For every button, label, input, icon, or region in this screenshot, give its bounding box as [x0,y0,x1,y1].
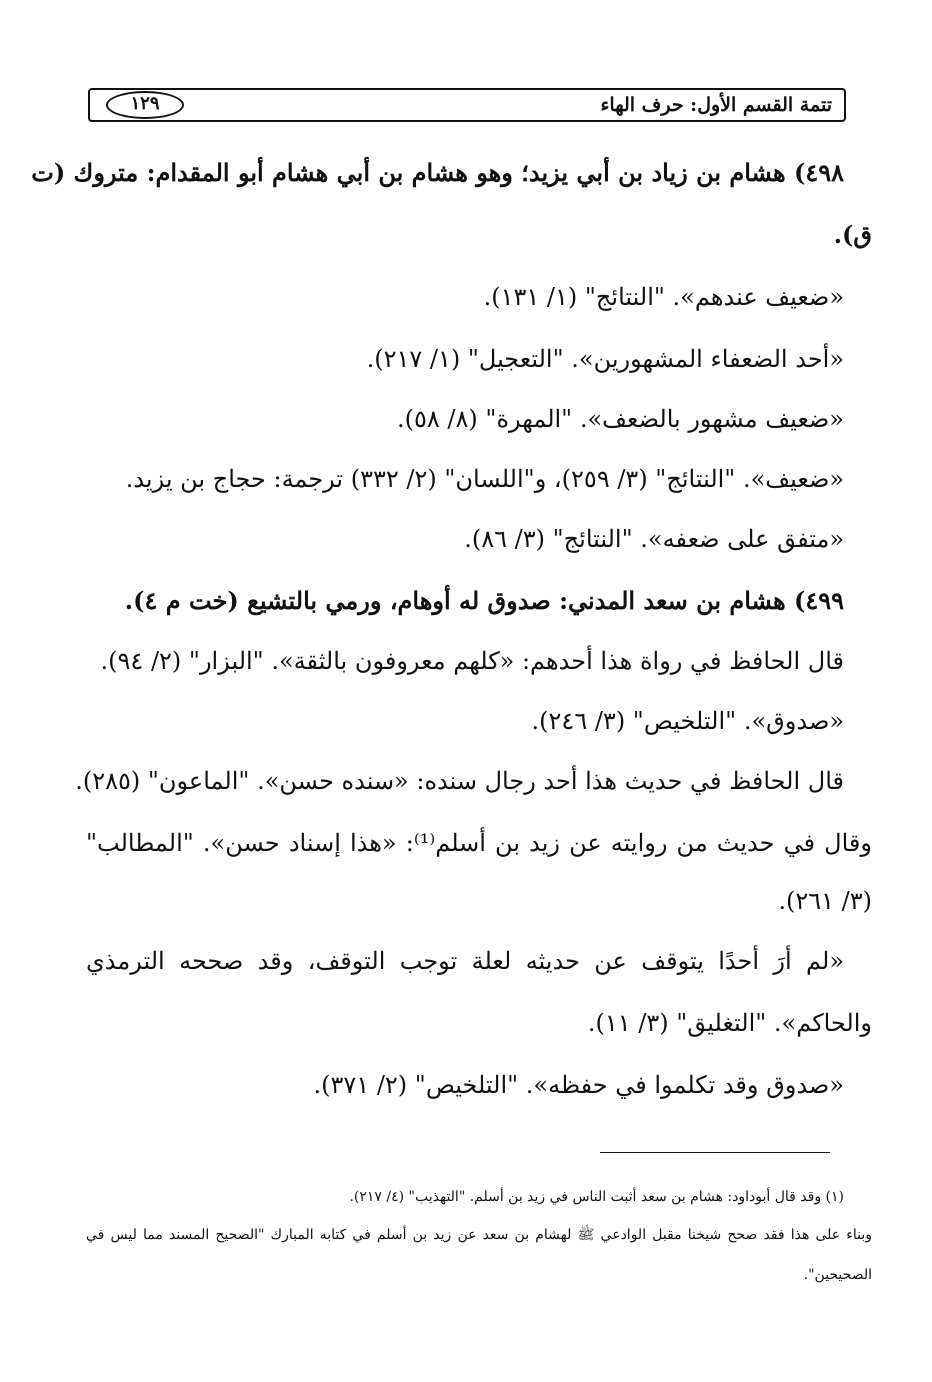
page-number: ١٢٩ [106,91,184,119]
footnote-separator [600,1152,830,1153]
quote-line: «لم أرَ أحدًا يتوقف عن حديثه لعلة توجب التوقف، وقد صححه الترمذي [86,947,844,975]
quote-line: «ضعيف مشهور بالضعف». "المهرة" (٨/ ٥٨). [397,405,844,433]
quote-line: «أحد الضعفاء المشهورين». "التعجيل" (١/ ٢١٧). [366,345,844,373]
footnote-1: (١) وقد قال أبوداود: هشام بن سعد أثبت الناس في زيد بن أسلم. "التهذيب" (٤/ ٢١٧). [349,1189,844,1205]
entry-498-line-2: ق). [833,220,872,249]
quote-line: قال الحافظ في حديث هذا أحد رجال سنده: «سنده حسن». "الماعون" (٢٨٥). [75,767,844,795]
quote-line: «ضعيف». "النتائج" (٣/ ٢٥٩)، و"اللسان" (٢/ ٣٣٢) ترجمة: حجاج بن يزيد. [125,465,844,493]
quote-line: (٣/ ٢٦١). [778,887,872,915]
quote-line: وقال في حديث من روايته عن زيد بن أسلم⁽¹⁾: «هذا إسناد حسن». "المطالب" [86,829,872,857]
header-title: تتمة القسم الأول: حرف الهاء [600,94,832,116]
quote-line: قال الحافظ في رواة هذا أحدهم: «كلهم معروفون بالثقة». "البزار" (٢/ ٩٤). [100,647,844,675]
quote-line: «صدوق». "التلخيص" (٣/ ٢٤٦). [531,707,844,735]
footnote-1-continuation: الصحيحين". [803,1267,872,1283]
quote-line: والحاكم». "التغليق" (٣/ ١١). [587,1009,872,1037]
running-header [88,88,846,122]
entry-498-line-1: ٤٩٨) هشام بن زياد بن أبي يزيد؛ وهو هشام بن أبي هشام أبو المقدام: متروك (ت [31,158,844,187]
quote-line: «صدوق وقد تكلموا في حفظه». "التلخيص" (٢/ ٣٧١). [313,1071,844,1099]
quote-line: «ضعيف عندهم». "النتائج" (١/ ١٣١). [483,283,844,311]
footnote-1-continuation: وبناء على هذا فقد صحح شيخنا مقبل الوادعي ﷺ لهشام بن سعد عن زيد بن أسلم في كتابه المبارك "الصحيح المسند مما ليس في [86,1227,872,1243]
entry-499-line: ٤٩٩) هشام بن سعد المدني: صدوق له أوهام، ورمي بالتشيع (خت م ٤). [124,586,844,615]
quote-line: «متفق على ضعفه». "النتائج" (٣/ ٨٦). [464,525,844,553]
